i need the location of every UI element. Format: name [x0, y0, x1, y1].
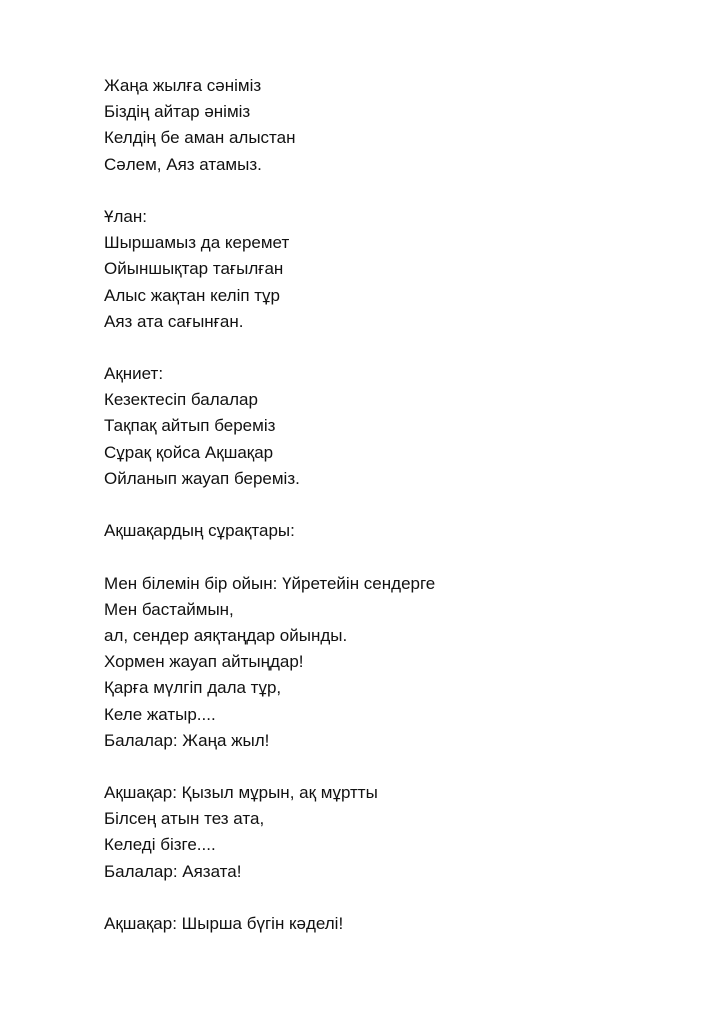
poem-text [104, 73, 664, 937]
text-line: Алыс жақтан келіп тұр [104, 285, 281, 305]
text-line: Шыршамыз да керемет [104, 233, 290, 253]
text-line: Келдің бе аман алыстан [104, 128, 296, 148]
text-line: Сұрақ қойса Ақшақар [104, 442, 274, 462]
speaker-label: Ақниет: [104, 364, 164, 384]
blank-line [104, 885, 664, 911]
text-line: Аяз ата сағынған. [104, 311, 244, 331]
text-line: Ақшақар: Шырша бүгін кәделі! [104, 914, 344, 933]
text-line: Сәлем, Аяз атамыз. [104, 154, 262, 174]
text-line: Балалар: Жаңа жыл! [104, 730, 270, 750]
text-line: Жаңа жылға сәніміз [104, 76, 262, 95]
text-line: Ойланып жауап береміз. [104, 468, 300, 488]
text-line: Ақшақар: Қызыл мұрын, ақ мұртты [104, 783, 378, 803]
text-line: Ойыншықтар тағылған [104, 259, 284, 279]
text-line: Білсең атын тез ата, [104, 809, 265, 829]
text-line: Біздің айтар әніміз [104, 102, 251, 122]
text-line: Қарға мүлгіп дала тұр, [104, 678, 282, 698]
text-line: Хормен жауап айтыңдар! [104, 652, 304, 672]
text-line: ал, сендер аяқтаңдар ойынды. [104, 625, 348, 645]
text-line: Тақпақ айтып береміз [104, 416, 276, 436]
blank-line [104, 178, 664, 204]
section-heading: Ақшақардың сұрақтары: [104, 521, 295, 541]
blank-line [104, 754, 664, 780]
text-line: Келеді бізге.... [104, 835, 216, 855]
text-line: Кезектесіп балалар [104, 390, 258, 410]
text-line: Мен бастаймын, [104, 599, 234, 619]
text-line: Мен білемін бір ойын: Үйретейін сендерге [104, 573, 436, 593]
blank-line [104, 492, 664, 518]
text-line: Келе жатыр.... [104, 704, 216, 724]
blank-line [104, 335, 664, 361]
text-line: Балалар: Аязата! [104, 861, 242, 881]
speaker-label: Ұлан: [104, 206, 147, 226]
blank-line [104, 544, 664, 570]
